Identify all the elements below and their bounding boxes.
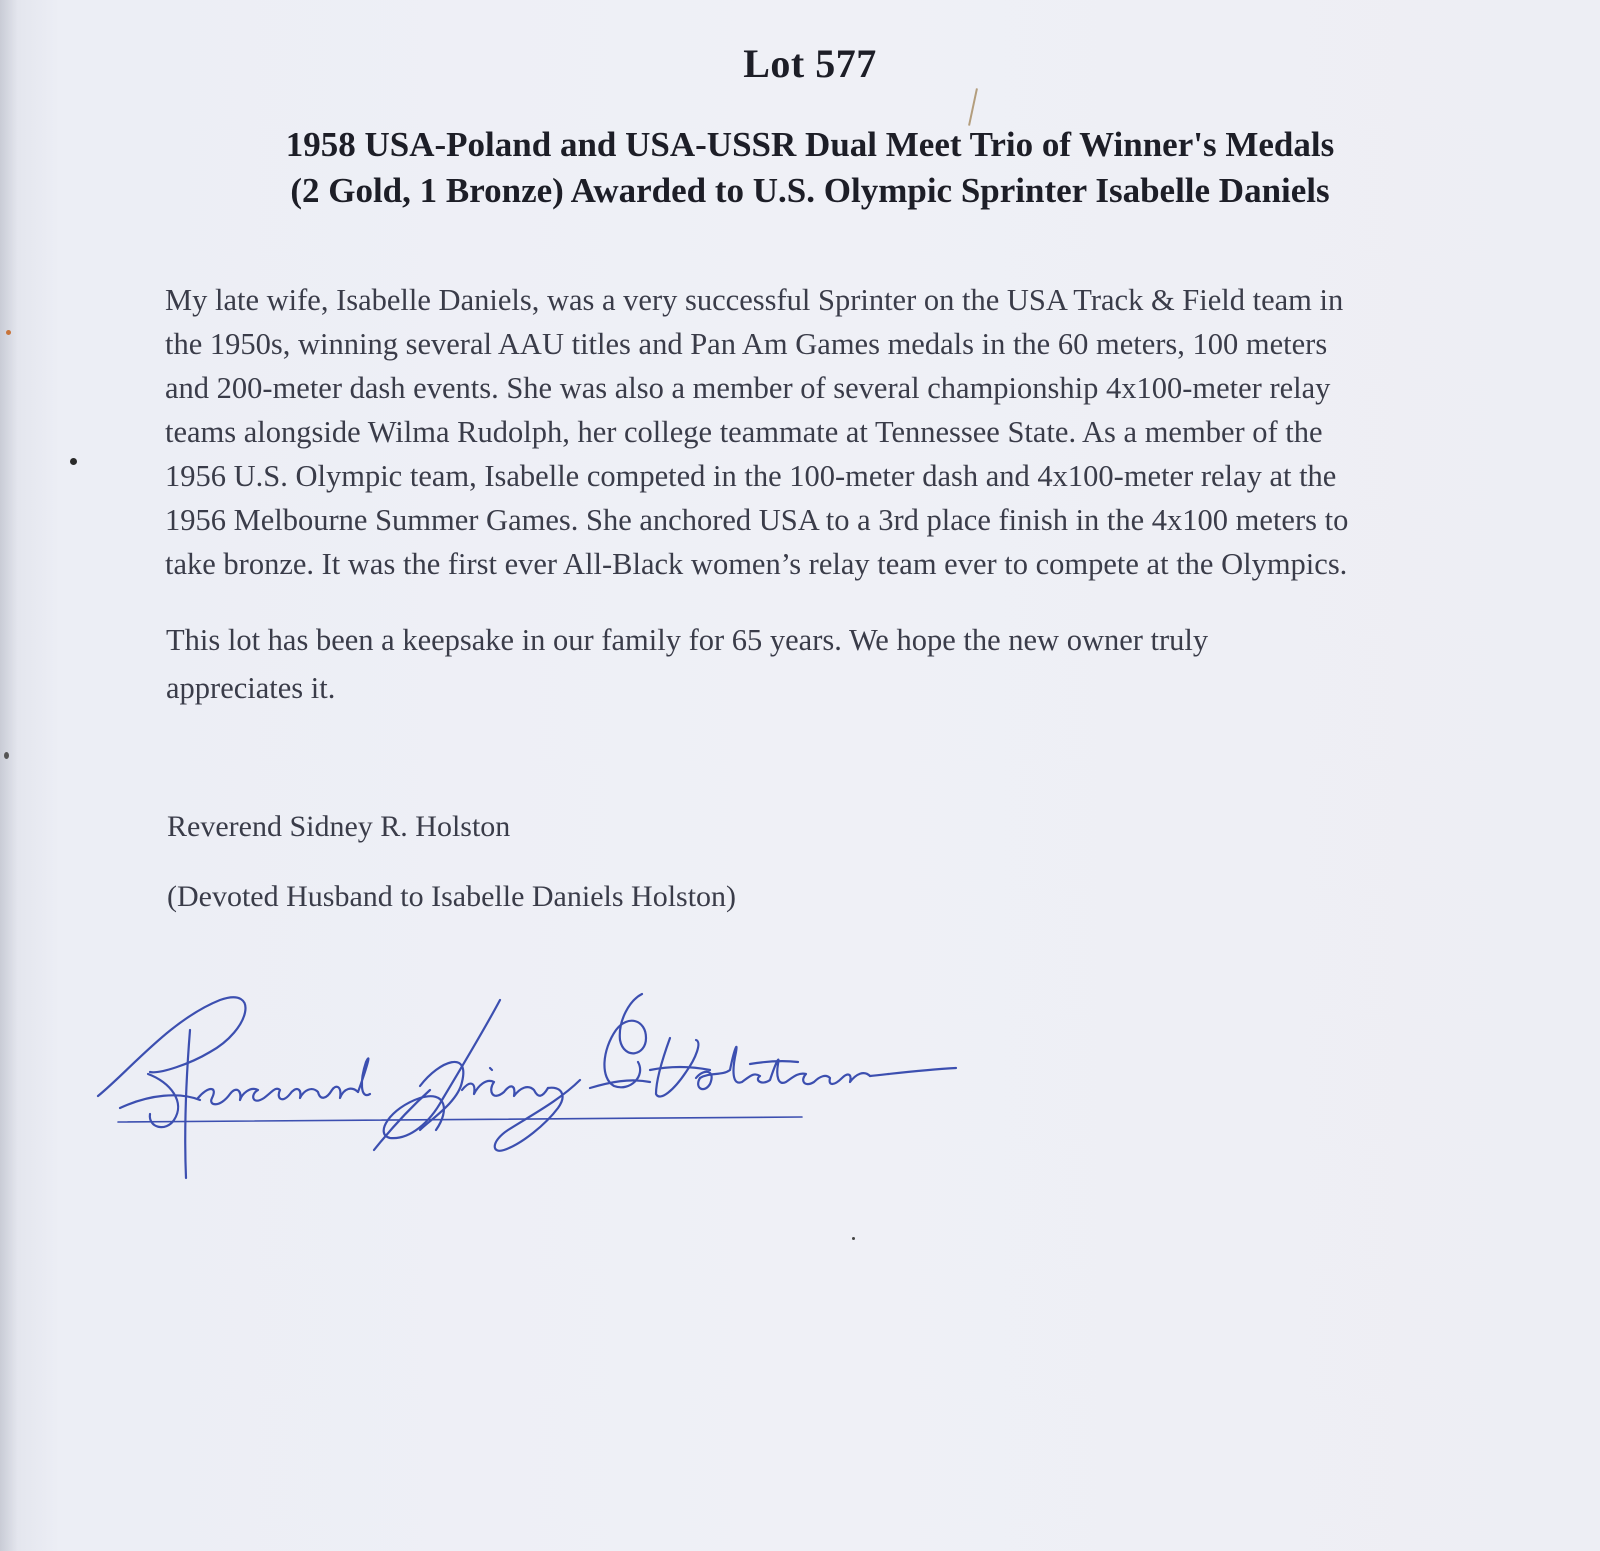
handwritten-signature	[90, 990, 970, 1190]
body-paragraph-1	[165, 278, 1465, 586]
paragraph-line: take bronze. It was the first ever All-Black women’s relay team ever to compete at the Olympics.	[165, 547, 1348, 581]
headline-line: (2 Gold, 1 Bronze) Awarded to U.S. Olympic Sprinter Isabelle Daniels	[290, 171, 1330, 210]
paragraph-line: 1956 Melbourne Summer Games. She anchored USA to a 3rd place finish in the 4x100 meters to	[165, 503, 1349, 537]
paper-speck	[70, 458, 77, 465]
paper-speck	[6, 330, 11, 335]
headline-line: 1958 USA-Poland and USA-USSR Dual Meet Trio of Winner's Medals	[285, 125, 1335, 164]
paper-scratch	[968, 88, 978, 126]
signer-role: (Devoted Husband to Isabelle Daniels Holston)	[167, 880, 737, 913]
body-paragraph-2	[166, 616, 1466, 712]
paper-speck	[4, 752, 9, 759]
paragraph-line: My late wife, Isabelle Daniels, was a very successful Sprinter on the USA Track & Field team in	[165, 283, 1344, 317]
paragraph-line: and 200-meter dash events. She was also a member of several championship 4x100-meter relay	[165, 371, 1331, 405]
document-headline	[200, 122, 1420, 214]
paragraph-line: This lot has been a keepsake in our family for 65 years. We hope the new owner truly	[166, 623, 1209, 657]
paper-speck	[852, 1237, 855, 1240]
paragraph-line: teams alongside Wilma Rudolph, her college teammate at Tennessee State. As a member of the	[165, 415, 1323, 449]
paragraph-line: the 1950s, winning several AAU titles and Pan Am Games medals in the 60 meters, 100 meters	[165, 327, 1328, 361]
paragraph-line: 1956 U.S. Olympic team, Isabelle competed in the 100-meter dash and 4x100-meter relay at the	[165, 459, 1337, 493]
signer-name: Reverend Sidney R. Holston	[167, 810, 511, 843]
paragraph-line: appreciates it.	[166, 671, 336, 705]
lot-number: Lot 577	[743, 41, 877, 86]
